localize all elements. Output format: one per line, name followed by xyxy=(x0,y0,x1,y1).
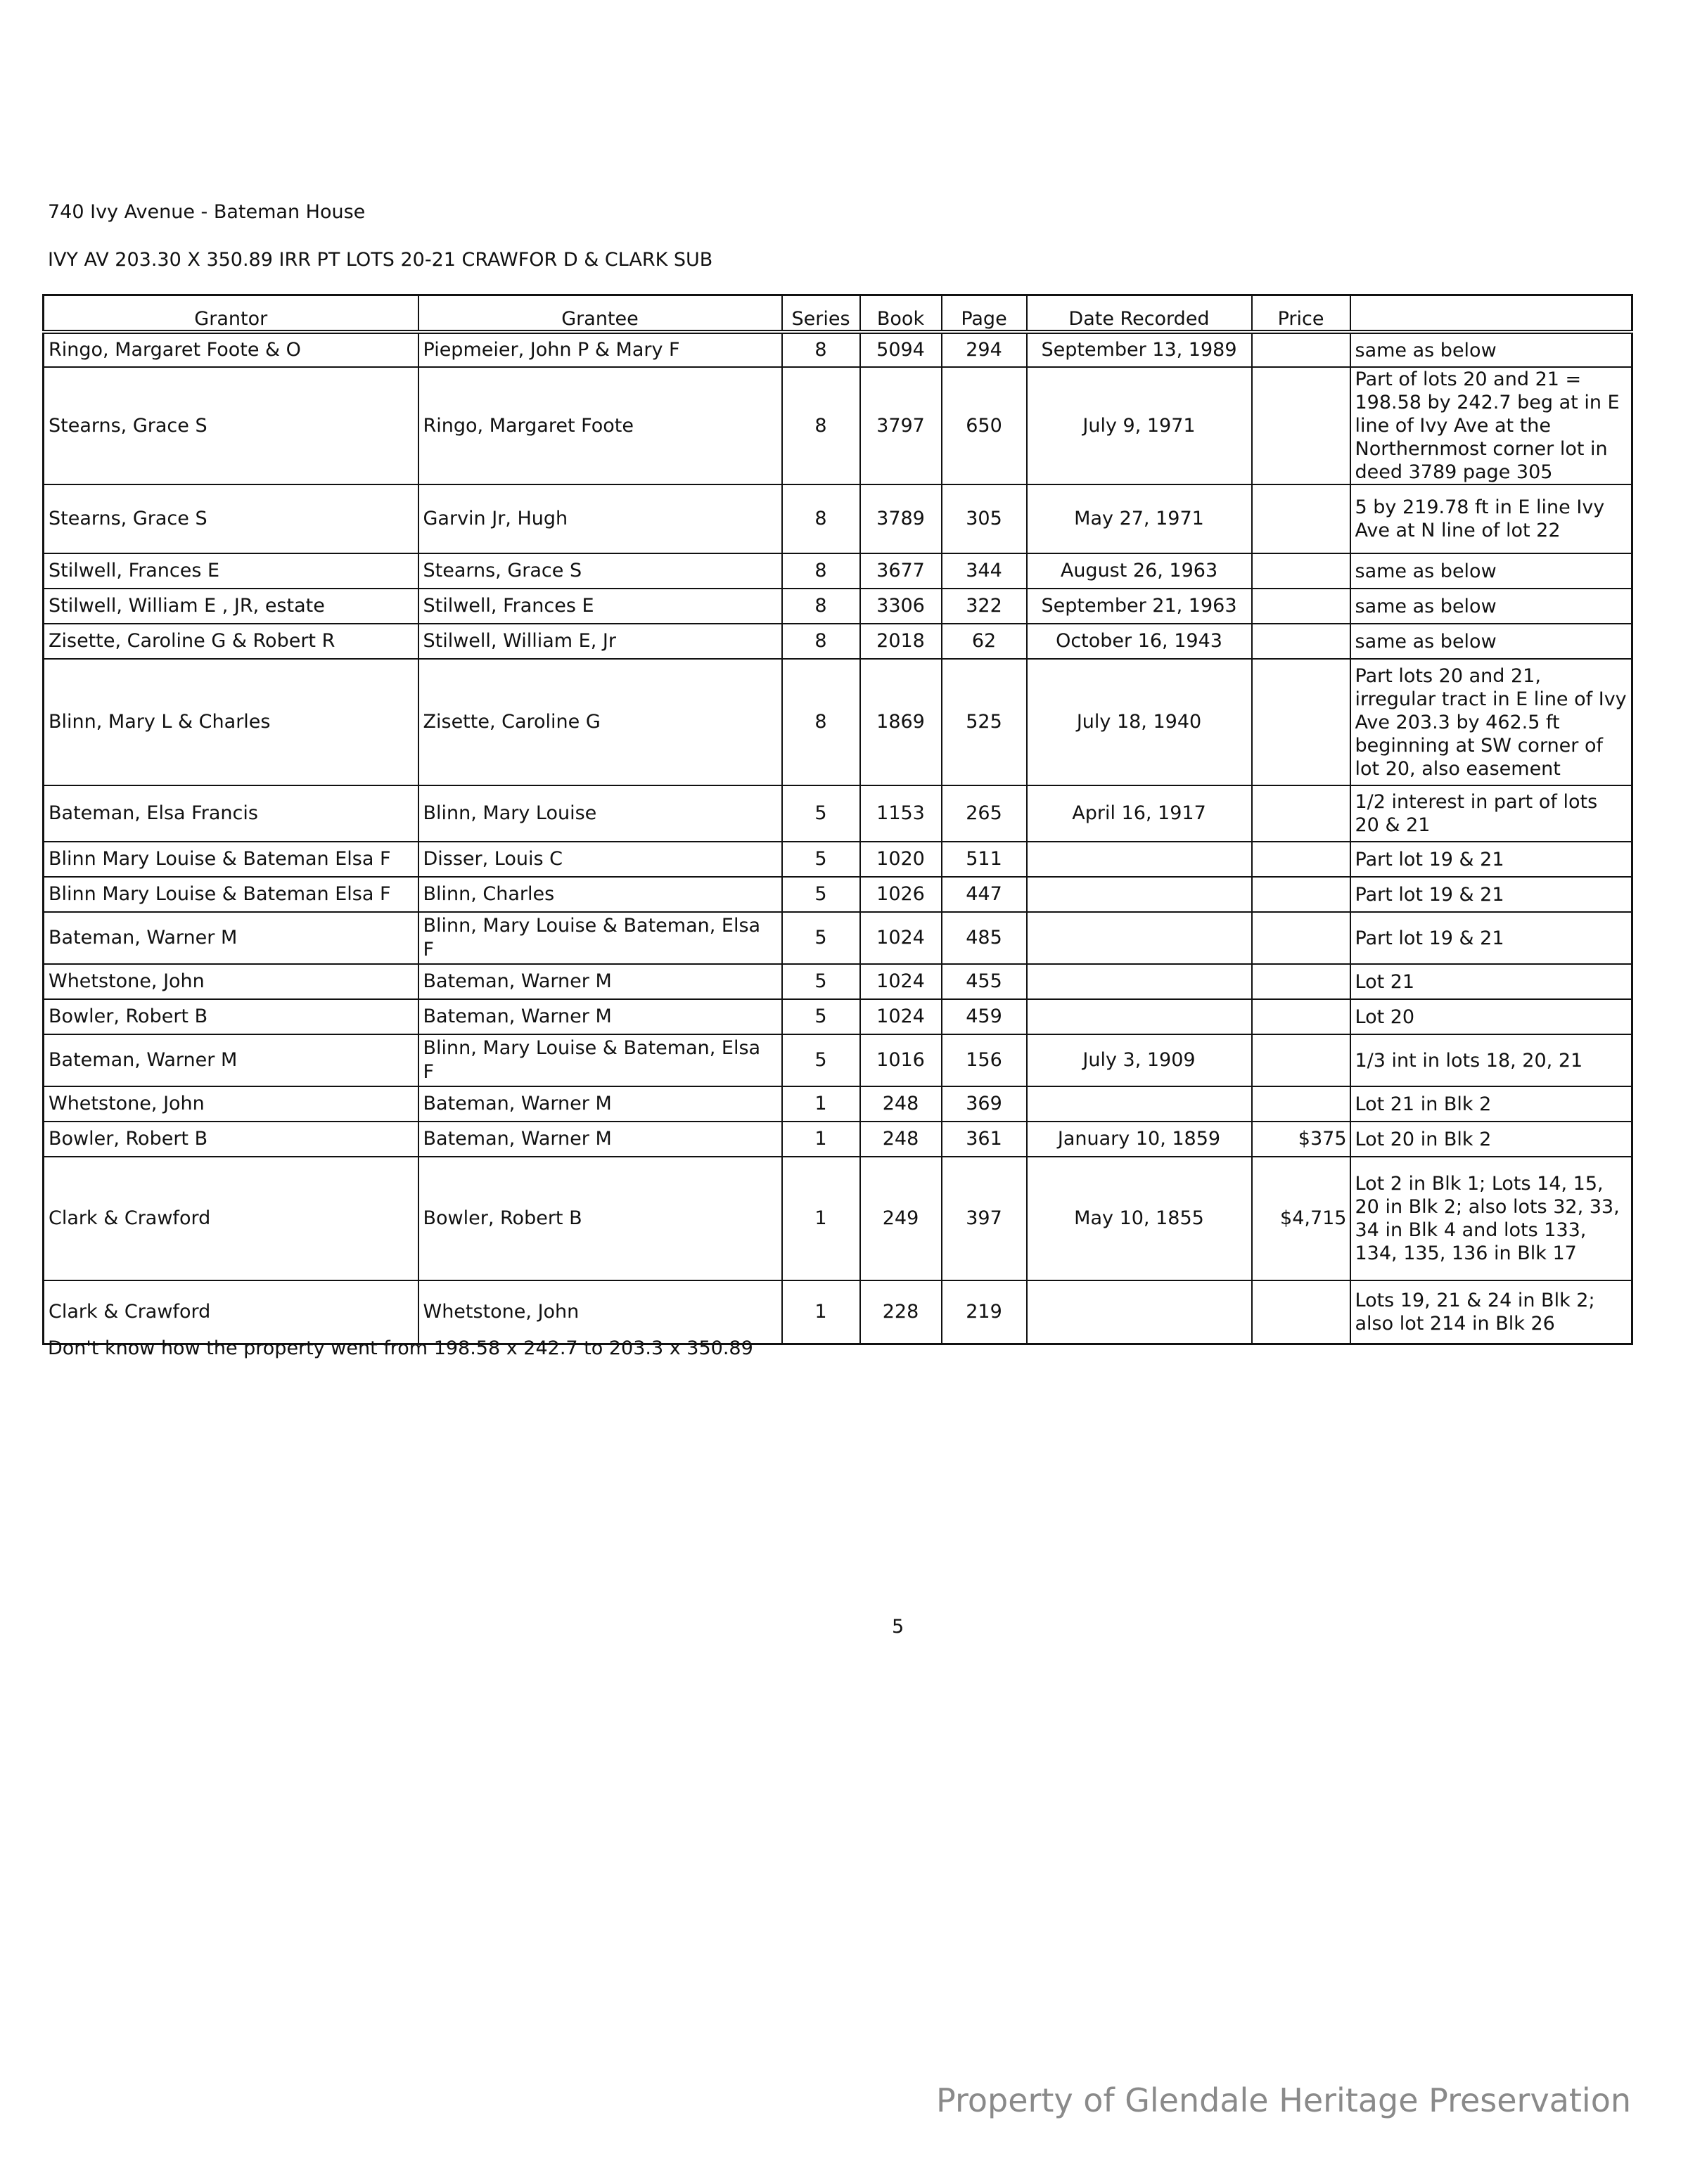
cell-series: 1 xyxy=(782,1122,860,1157)
cell-series: 5 xyxy=(782,1034,860,1086)
cell-series: 1 xyxy=(782,1157,860,1280)
cell-grantee: Disser, Louis C xyxy=(418,842,782,877)
cell-grantor: Blinn, Mary L & Charles xyxy=(44,659,418,785)
col-header-price: Price xyxy=(1252,295,1350,333)
cell-series: 8 xyxy=(782,624,860,659)
cell-date-recorded: April 16, 1917 xyxy=(1027,785,1252,842)
cell-price xyxy=(1252,589,1350,624)
cell-grantor: Clark & Crawford xyxy=(44,1280,418,1344)
cell-grantee: Bowler, Robert B xyxy=(418,1157,782,1280)
cell-grantor: Whetstone, John xyxy=(44,964,418,999)
cell-series: 1 xyxy=(782,1280,860,1344)
cell-notes: Lot 21 in Blk 2 xyxy=(1350,1086,1632,1122)
cell-grantee: Ringo, Margaret Foote xyxy=(418,367,782,484)
col-header-book: Book xyxy=(860,295,942,333)
table-row xyxy=(44,1122,1632,1157)
cell-price xyxy=(1252,999,1350,1034)
table-row xyxy=(44,332,1632,367)
cell-series: 1 xyxy=(782,1086,860,1122)
cell-page: 322 xyxy=(942,589,1027,624)
col-header-series: Series xyxy=(782,295,860,333)
cell-page: 62 xyxy=(942,624,1027,659)
cell-series: 8 xyxy=(782,332,860,367)
cell-grantor: Zisette, Caroline G & Robert R xyxy=(44,624,418,659)
cell-page: 397 xyxy=(942,1157,1027,1280)
cell-book: 3306 xyxy=(860,589,942,624)
cell-page: 485 xyxy=(942,912,1027,964)
table-row xyxy=(44,877,1632,912)
table-row xyxy=(44,367,1632,484)
cell-series: 8 xyxy=(782,659,860,785)
cell-date-recorded xyxy=(1027,912,1252,964)
cell-grantor: Whetstone, John xyxy=(44,1086,418,1122)
cell-grantee: Stilwell, Frances E xyxy=(418,589,782,624)
cell-price xyxy=(1252,1034,1350,1086)
document-title: 740 Ivy Avenue - Bateman House xyxy=(48,201,366,223)
cell-notes: Part lots 20 and 21, irregular tract in E line of Ivy Ave 203.3 by 462.5 ft beginning at SW corner of lot 20, also easement xyxy=(1350,659,1632,785)
cell-price xyxy=(1252,332,1350,367)
cell-book: 248 xyxy=(860,1086,942,1122)
cell-notes: Lot 21 xyxy=(1350,964,1632,999)
cell-notes: Part lot 19 & 21 xyxy=(1350,842,1632,877)
cell-notes: 5 by 219.78 ft in E line Ivy Ave at N line of lot 22 xyxy=(1350,484,1632,553)
cell-price xyxy=(1252,785,1350,842)
cell-book: 3797 xyxy=(860,367,942,484)
cell-price xyxy=(1252,964,1350,999)
cell-page: 369 xyxy=(942,1086,1027,1122)
cell-notes: Lot 20 in Blk 2 xyxy=(1350,1122,1632,1157)
cell-book: 3789 xyxy=(860,484,942,553)
cell-grantee: Bateman, Warner M xyxy=(418,964,782,999)
cell-book: 1020 xyxy=(860,842,942,877)
cell-book: 228 xyxy=(860,1280,942,1344)
cell-series: 8 xyxy=(782,484,860,553)
cell-book: 1024 xyxy=(860,999,942,1034)
cell-date-recorded: October 16, 1943 xyxy=(1027,624,1252,659)
cell-page: 344 xyxy=(942,553,1027,589)
cell-grantor: Bateman, Warner M xyxy=(44,1034,418,1086)
cell-notes: same as below xyxy=(1350,553,1632,589)
cell-price xyxy=(1252,842,1350,877)
cell-grantee: Zisette, Caroline G xyxy=(418,659,782,785)
cell-date-recorded: July 18, 1940 xyxy=(1027,659,1252,785)
cell-book: 249 xyxy=(860,1157,942,1280)
cell-book: 5094 xyxy=(860,332,942,367)
cell-notes: Part of lots 20 and 21 = 198.58 by 242.7 beg at in E line of Ivy Ave at the Northernmost corner lot in deed 3789 page 305 xyxy=(1350,367,1632,484)
cell-book: 1016 xyxy=(860,1034,942,1086)
cell-series: 5 xyxy=(782,785,860,842)
col-header-notes xyxy=(1350,295,1632,333)
cell-series: 5 xyxy=(782,877,860,912)
cell-notes: 1/3 int in lots 18, 20, 21 xyxy=(1350,1034,1632,1086)
cell-page: 219 xyxy=(942,1280,1027,1344)
table-row xyxy=(44,484,1632,553)
table-row xyxy=(44,1280,1632,1344)
table-row xyxy=(44,553,1632,589)
cell-page: 459 xyxy=(942,999,1027,1034)
cell-book: 1869 xyxy=(860,659,942,785)
cell-grantor: Stearns, Grace S xyxy=(44,367,418,484)
col-header-page: Page xyxy=(942,295,1027,333)
cell-price xyxy=(1252,877,1350,912)
cell-grantee: Stearns, Grace S xyxy=(418,553,782,589)
table-row xyxy=(44,999,1632,1034)
cell-grantor: Ringo, Margaret Foote & O xyxy=(44,332,418,367)
cell-price: $375 xyxy=(1252,1122,1350,1157)
table-row xyxy=(44,785,1632,842)
cell-book: 1024 xyxy=(860,964,942,999)
cell-series: 5 xyxy=(782,999,860,1034)
cell-price xyxy=(1252,1086,1350,1122)
cell-date-recorded xyxy=(1027,964,1252,999)
cell-price: $4,715 xyxy=(1252,1157,1350,1280)
cell-page: 156 xyxy=(942,1034,1027,1086)
cell-grantor: Stilwell, William E , JR, estate xyxy=(44,589,418,624)
cell-grantee: Blinn, Charles xyxy=(418,877,782,912)
cell-price xyxy=(1252,659,1350,785)
table-row xyxy=(44,1086,1632,1122)
cell-grantor: Bateman, Elsa Francis xyxy=(44,785,418,842)
cell-price xyxy=(1252,553,1350,589)
cell-series: 8 xyxy=(782,553,860,589)
cell-date-recorded xyxy=(1027,1086,1252,1122)
table-row xyxy=(44,589,1632,624)
table-row xyxy=(44,659,1632,785)
table-row xyxy=(44,1034,1632,1086)
cell-date-recorded: July 9, 1971 xyxy=(1027,367,1252,484)
cell-grantee: Bateman, Warner M xyxy=(418,999,782,1034)
cell-date-recorded xyxy=(1027,842,1252,877)
table-row xyxy=(44,624,1632,659)
cell-notes: Lot 2 in Blk 1; Lots 14, 15, 20 in Blk 2; also lots 32, 33, 34 in Blk 4 and lots 133, 134, 135, 136 in Blk 17 xyxy=(1350,1157,1632,1280)
cell-page: 447 xyxy=(942,877,1027,912)
cell-series: 5 xyxy=(782,912,860,964)
cell-notes: 1/2 interest in part of lots 20 & 21 xyxy=(1350,785,1632,842)
cell-book: 3677 xyxy=(860,553,942,589)
cell-price xyxy=(1252,912,1350,964)
cell-date-recorded: September 13, 1989 xyxy=(1027,332,1252,367)
cell-date-recorded: May 10, 1855 xyxy=(1027,1157,1252,1280)
cell-grantee: Bateman, Warner M xyxy=(418,1086,782,1122)
col-header-date-recorded: Date Recorded xyxy=(1027,295,1252,333)
col-header-grantee: Grantee xyxy=(418,295,782,333)
cell-notes: same as below xyxy=(1350,589,1632,624)
footnote: Don't know how the property went from 198.58 x 242.7 to 203.3 x 350.89 xyxy=(48,1337,753,1359)
cell-page: 525 xyxy=(942,659,1027,785)
cell-book: 1024 xyxy=(860,912,942,964)
cell-grantee: Blinn, Mary Louise xyxy=(418,785,782,842)
cell-grantee: Piepmeier, John P & Mary F xyxy=(418,332,782,367)
table-header-row xyxy=(44,295,1632,333)
legal-description: IVY AV 203.30 X 350.89 IRR PT LOTS 20-21 CRAWFOR D & CLARK SUB xyxy=(48,249,713,271)
cell-date-recorded xyxy=(1027,877,1252,912)
cell-grantee: Garvin Jr, Hugh xyxy=(418,484,782,553)
cell-series: 5 xyxy=(782,842,860,877)
cell-book: 1026 xyxy=(860,877,942,912)
cell-series: 5 xyxy=(782,964,860,999)
cell-book: 1153 xyxy=(860,785,942,842)
cell-price xyxy=(1252,484,1350,553)
cell-page: 361 xyxy=(942,1122,1027,1157)
cell-grantee: Blinn, Mary Louise & Bateman, Elsa F xyxy=(418,1034,782,1086)
cell-grantor: Bowler, Robert B xyxy=(44,999,418,1034)
cell-date-recorded xyxy=(1027,999,1252,1034)
cell-price xyxy=(1252,1280,1350,1344)
cell-grantee: Whetstone, John xyxy=(418,1280,782,1344)
cell-grantee: Blinn, Mary Louise & Bateman, Elsa F xyxy=(418,912,782,964)
cell-date-recorded: September 21, 1963 xyxy=(1027,589,1252,624)
cell-page: 511 xyxy=(942,842,1027,877)
col-header-grantor: Grantor xyxy=(44,295,418,333)
cell-grantor: Bowler, Robert B xyxy=(44,1122,418,1157)
cell-series: 8 xyxy=(782,589,860,624)
cell-page: 265 xyxy=(942,785,1027,842)
table-row xyxy=(44,842,1632,877)
cell-date-recorded: August 26, 1963 xyxy=(1027,553,1252,589)
cell-notes: Part lot 19 & 21 xyxy=(1350,877,1632,912)
cell-page: 305 xyxy=(942,484,1027,553)
deed-table xyxy=(42,294,1633,1345)
cell-page: 455 xyxy=(942,964,1027,999)
cell-grantor: Blinn Mary Louise & Bateman Elsa F xyxy=(44,877,418,912)
cell-notes: Lot 20 xyxy=(1350,999,1632,1034)
cell-date-recorded: May 27, 1971 xyxy=(1027,484,1252,553)
cell-price xyxy=(1252,367,1350,484)
cell-date-recorded xyxy=(1027,1280,1252,1344)
cell-series: 8 xyxy=(782,367,860,484)
cell-notes: Part lot 19 & 21 xyxy=(1350,912,1632,964)
table-row xyxy=(44,1157,1632,1280)
cell-page: 294 xyxy=(942,332,1027,367)
table-row xyxy=(44,964,1632,999)
cell-notes: same as below xyxy=(1350,332,1632,367)
cell-notes: Lots 19, 21 & 24 in Blk 2; also lot 214 in Blk 26 xyxy=(1350,1280,1632,1344)
cell-book: 248 xyxy=(860,1122,942,1157)
page-number: 5 xyxy=(892,1616,904,1638)
cell-grantor: Stilwell, Frances E xyxy=(44,553,418,589)
cell-grantor: Bateman, Warner M xyxy=(44,912,418,964)
cell-grantor: Blinn Mary Louise & Bateman Elsa F xyxy=(44,842,418,877)
table-row xyxy=(44,912,1632,964)
cell-notes: same as below xyxy=(1350,624,1632,659)
cell-date-recorded: July 3, 1909 xyxy=(1027,1034,1252,1086)
cell-price xyxy=(1252,624,1350,659)
cell-book: 2018 xyxy=(860,624,942,659)
cell-grantee: Bateman, Warner M xyxy=(418,1122,782,1157)
cell-grantee: Stilwell, William E, Jr xyxy=(418,624,782,659)
cell-grantor: Clark & Crawford xyxy=(44,1157,418,1280)
cell-grantor: Stearns, Grace S xyxy=(44,484,418,553)
watermark: Property of Glendale Heritage Preservation xyxy=(936,2081,1631,2119)
cell-page: 650 xyxy=(942,367,1027,484)
cell-date-recorded: January 10, 1859 xyxy=(1027,1122,1252,1157)
